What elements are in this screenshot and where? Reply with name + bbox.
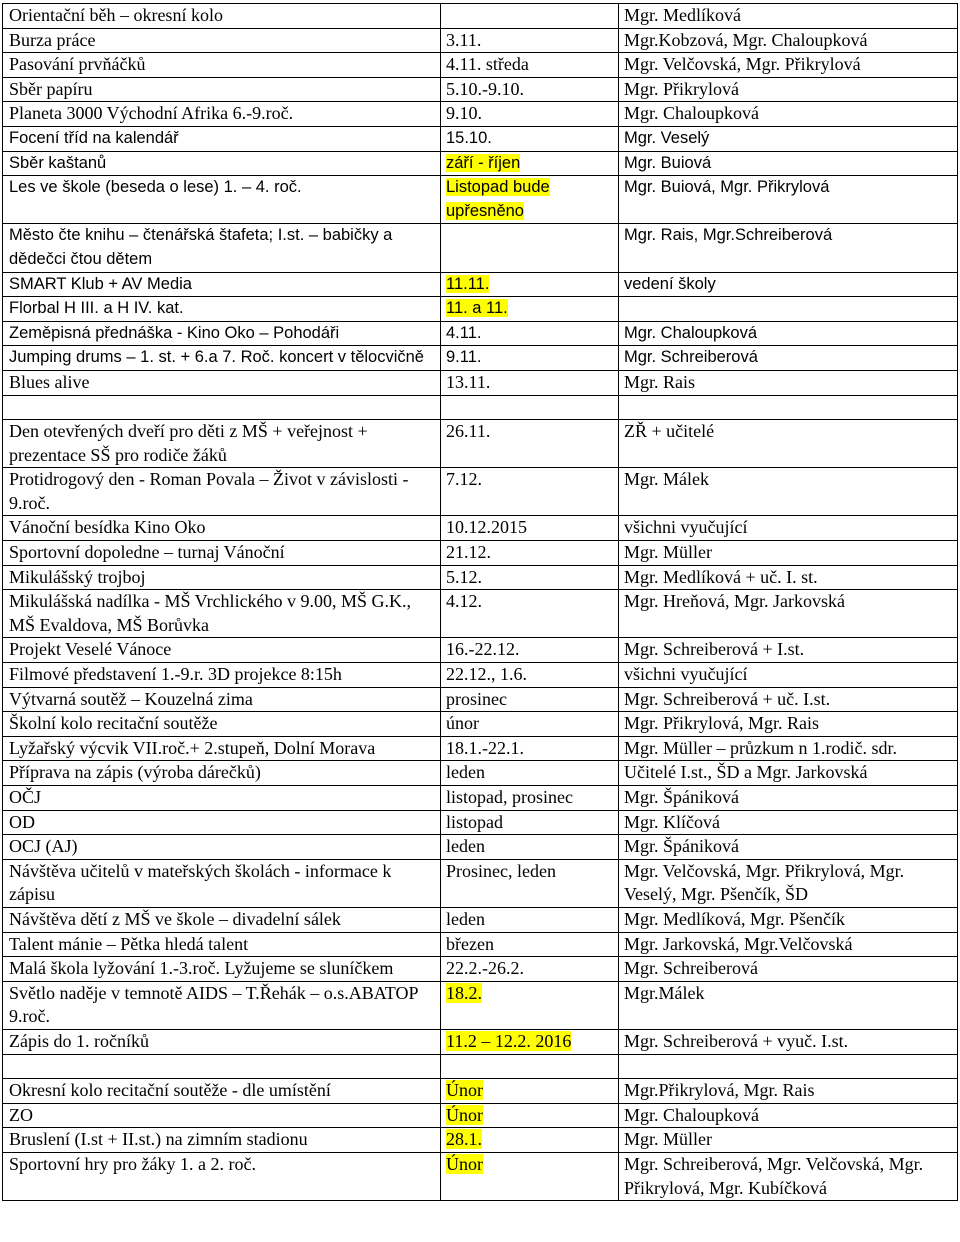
date-cell: leden <box>441 761 619 786</box>
event-cell: Den otevřených dveří pro děti z MŠ + veřejnost + prezentace SŠ pro rodiče žáků <box>3 420 441 468</box>
event-cell: Lyžařský výcvik VII.roč.+ 2.stupeň, Dolní Morava <box>3 736 441 761</box>
date-cell <box>441 151 619 176</box>
person-cell: Mgr. Klíčová <box>619 810 958 835</box>
table-row <box>3 395 958 420</box>
person-cell: Mgr. Špániková <box>619 835 958 860</box>
date-cell <box>441 297 619 322</box>
table-row <box>3 77 958 102</box>
table-row <box>3 1152 958 1200</box>
date-cell <box>441 395 619 420</box>
event-cell: Filmové představení 1.-9.r. 3D projekce 8:15h <box>3 663 441 688</box>
date-cell: 4.11. <box>441 321 619 346</box>
date-cell <box>441 981 619 1029</box>
date-highlight: Listopad bude upřesněno <box>446 178 550 220</box>
table-row <box>3 176 958 224</box>
date-cell: 15.10. <box>441 126 619 151</box>
date-highlight: Únor <box>446 1153 483 1174</box>
date-highlight: 11.2 – 12.2. 2016 <box>446 1030 572 1051</box>
table-row <box>3 907 958 932</box>
person-cell: Mgr.Přikrylová, Mgr. Rais <box>619 1079 958 1104</box>
event-cell: Talent mánie – Pětka hledá talent <box>3 932 441 957</box>
person-cell: Mgr. Schreiberová <box>619 957 958 982</box>
table-row <box>3 468 958 516</box>
date-cell: 22.12., 1.6. <box>441 663 619 688</box>
event-cell: OD <box>3 810 441 835</box>
table-row <box>3 835 958 860</box>
person-cell: vedení školy <box>619 272 958 297</box>
event-cell: Projekt Veselé Vánoce <box>3 638 441 663</box>
event-cell: Burza práce <box>3 28 441 53</box>
event-cell: Planeta 3000 Východní Afrika 6.-9.roč. <box>3 102 441 127</box>
date-cell <box>441 1128 619 1153</box>
event-cell: Pasování prvňáčků <box>3 53 441 78</box>
date-cell: 3.11. <box>441 28 619 53</box>
person-cell: Učitelé I.st., ŠD a Mgr. Jarkovská <box>619 761 958 786</box>
event-cell: Focení tříd na kalendář <box>3 126 441 151</box>
date-highlight: 28.1. <box>446 1129 482 1150</box>
table-row <box>3 663 958 688</box>
event-cell: Orientační běh – okresní kolo <box>3 4 441 29</box>
event-cell: Zeměpisná přednáška - Kino Oko – Pohodáři <box>3 321 441 346</box>
date-cell: leden <box>441 835 619 860</box>
event-cell: SMART Klub + AV Media <box>3 272 441 297</box>
date-cell: 13.11. <box>441 370 619 395</box>
person-cell: Mgr. Špániková <box>619 786 958 811</box>
person-cell: Mgr. Schreiberová + uč. I.st. <box>619 687 958 712</box>
table-row <box>3 932 958 957</box>
table-row <box>3 541 958 566</box>
event-cell: Protidrogový den - Roman Povala – Život v závislosti - 9.roč. <box>3 468 441 516</box>
event-cell: Návštěva dětí z MŠ ve škole – divadelní sálek <box>3 907 441 932</box>
table-row <box>3 28 958 53</box>
table-row <box>3 297 958 322</box>
table-row <box>3 224 958 272</box>
event-cell: Vánoční besídka Kino Oko <box>3 516 441 541</box>
person-cell: Mgr. Rais <box>619 370 958 395</box>
table-row <box>3 786 958 811</box>
event-cell: Mikulášská nadílka - MŠ Vrchlického v 9.00, MŠ G.K., MŠ Evaldova, MŠ Borůvka <box>3 590 441 638</box>
date-cell: 7.12. <box>441 468 619 516</box>
table-row <box>3 1079 958 1104</box>
table-row <box>3 126 958 151</box>
person-cell: Mgr. Chaloupková <box>619 321 958 346</box>
schedule-document <box>2 3 958 1201</box>
person-cell: Mgr. Müller <box>619 1128 958 1153</box>
person-cell: Mgr. Přikrylová <box>619 77 958 102</box>
table-row <box>3 981 958 1029</box>
date-cell <box>441 1152 619 1200</box>
date-cell: 9.10. <box>441 102 619 127</box>
person-cell: Mgr. Schreiberová, Mgr. Velčovská, Mgr. Přikrylová, Mgr. Kubíčková <box>619 1152 958 1200</box>
event-cell: Návštěva učitelů v mateřských školách - informace k zápisu <box>3 859 441 907</box>
date-cell: Prosinec, leden <box>441 859 619 907</box>
table-row <box>3 810 958 835</box>
event-cell <box>3 1054 441 1079</box>
event-cell: Školní kolo recitační soutěže <box>3 712 441 737</box>
date-cell: 18.1.-22.1. <box>441 736 619 761</box>
table-row <box>3 151 958 176</box>
person-cell: Mgr. Müller <box>619 541 958 566</box>
person-cell: všichni vyučující <box>619 663 958 688</box>
person-cell: Mgr. Schreiberová <box>619 346 958 371</box>
date-cell <box>441 176 619 224</box>
person-cell: Mgr.Málek <box>619 981 958 1029</box>
date-cell: únor <box>441 712 619 737</box>
event-cell: Okresní kolo recitační soutěže - dle umístění <box>3 1079 441 1104</box>
person-cell: Mgr. Buiová <box>619 151 958 176</box>
date-cell: 26.11. <box>441 420 619 468</box>
date-highlight: 18.2. <box>446 982 482 1003</box>
date-cell: 5.10.-9.10. <box>441 77 619 102</box>
table-row <box>3 761 958 786</box>
event-cell: Sběr papíru <box>3 77 441 102</box>
date-cell <box>441 224 619 272</box>
table-row <box>3 1128 958 1153</box>
date-cell <box>441 4 619 29</box>
date-highlight: září - říjen <box>446 153 521 172</box>
table-row <box>3 1103 958 1128</box>
date-cell: 10.12.2015 <box>441 516 619 541</box>
person-cell: Mgr. Medlíková + uč. I. st. <box>619 565 958 590</box>
date-cell <box>441 1103 619 1128</box>
event-cell <box>3 395 441 420</box>
person-cell: Mgr. Jarkovská, Mgr.Velčovská <box>619 932 958 957</box>
person-cell: Mgr. Medlíková, Mgr. Pšenčík <box>619 907 958 932</box>
date-cell: listopad, prosinec <box>441 786 619 811</box>
date-cell: prosinec <box>441 687 619 712</box>
table-row <box>3 638 958 663</box>
date-cell: 21.12. <box>441 541 619 566</box>
event-cell: Malá škola lyžování 1.-3.roč. Lyžujeme se sluníčkem <box>3 957 441 982</box>
event-cell: Bruslení (I.st + II.st.) na zimním stadionu <box>3 1128 441 1153</box>
person-cell: Mgr. Chaloupková <box>619 102 958 127</box>
person-cell: Mgr. Velčovská, Mgr. Přikrylová, Mgr. Veselý, Mgr. Pšenčík, ŠD <box>619 859 958 907</box>
date-cell <box>441 272 619 297</box>
date-cell: 5.12. <box>441 565 619 590</box>
person-cell <box>619 1054 958 1079</box>
table-row <box>3 102 958 127</box>
person-cell: Mgr. Medlíková <box>619 4 958 29</box>
event-cell: Jumping drums – 1. st. + 6.a 7. Roč. koncert v tělocvičně <box>3 346 441 371</box>
table-row <box>3 370 958 395</box>
event-cell: Sportovní hry pro žáky 1. a 2. roč. <box>3 1152 441 1200</box>
date-highlight: 11. a 11. <box>446 299 508 318</box>
person-cell: Mgr. Rais, Mgr.Schreiberová <box>619 224 958 272</box>
table-row <box>3 321 958 346</box>
table-row <box>3 859 958 907</box>
table-row <box>3 346 958 371</box>
table-row <box>3 565 958 590</box>
person-cell: Mgr. Přikrylová, Mgr. Rais <box>619 712 958 737</box>
event-cell: Zápis do 1. ročníků <box>3 1029 441 1054</box>
person-cell: Mgr. Buiová, Mgr. Přikrylová <box>619 176 958 224</box>
table-row <box>3 1054 958 1079</box>
person-cell: všichni vyučující <box>619 516 958 541</box>
date-highlight: Únor <box>446 1080 483 1101</box>
person-cell: Mgr. Schreiberová + vyuč. I.st. <box>619 1029 958 1054</box>
event-cell: ZO <box>3 1103 441 1128</box>
table-row <box>3 4 958 29</box>
table-row <box>3 53 958 78</box>
person-cell: Mgr. Müller – průzkum n 1.rodič. sdr. <box>619 736 958 761</box>
date-cell <box>441 1029 619 1054</box>
event-cell: Sběr kaštanů <box>3 151 441 176</box>
date-cell <box>441 1079 619 1104</box>
event-cell: Světlo naděje v temnotě AIDS – T.Řehák – o.s.ABATOP 9.roč. <box>3 981 441 1029</box>
event-cell: Sportovní dopoledne – turnaj Vánoční <box>3 541 441 566</box>
person-cell <box>619 395 958 420</box>
date-cell: listopad <box>441 810 619 835</box>
date-cell: 16.-22.12. <box>441 638 619 663</box>
person-cell <box>619 297 958 322</box>
event-cell: OCJ (AJ) <box>3 835 441 860</box>
event-cell: Blues alive <box>3 370 441 395</box>
date-cell <box>441 1054 619 1079</box>
date-cell: 9.11. <box>441 346 619 371</box>
date-cell: 22.2.-26.2. <box>441 957 619 982</box>
person-cell: Mgr. Velčovská, Mgr. Přikrylová <box>619 53 958 78</box>
event-cell: Florbal H III. a H IV. kat. <box>3 297 441 322</box>
table-row <box>3 687 958 712</box>
event-cell: Město čte knihu – čtenářská štafeta; I.st. – babičky a dědečci čtou dětem <box>3 224 441 272</box>
table-row <box>3 590 958 638</box>
table-row <box>3 1029 958 1054</box>
table-row <box>3 516 958 541</box>
date-cell: 4.12. <box>441 590 619 638</box>
person-cell: Mgr. Hreňová, Mgr. Jarkovská <box>619 590 958 638</box>
person-cell: Mgr. Schreiberová + I.st. <box>619 638 958 663</box>
event-table <box>2 3 958 1201</box>
table-row <box>3 712 958 737</box>
event-cell: Výtvarná soutěž – Kouzelná zima <box>3 687 441 712</box>
table-row <box>3 420 958 468</box>
table-row <box>3 272 958 297</box>
person-cell: Mgr.Kobzová, Mgr. Chaloupková <box>619 28 958 53</box>
date-cell: březen <box>441 932 619 957</box>
date-cell: 4.11. středa <box>441 53 619 78</box>
table-row <box>3 957 958 982</box>
person-cell: Mgr. Chaloupková <box>619 1103 958 1128</box>
date-highlight: 11.11. <box>446 274 490 293</box>
event-cell: Mikulášský trojboj <box>3 565 441 590</box>
table-row <box>3 736 958 761</box>
person-cell: ZŘ + učitelé <box>619 420 958 468</box>
date-highlight: Únor <box>446 1104 483 1125</box>
event-cell: OČJ <box>3 786 441 811</box>
event-cell: Příprava na zápis (výroba dárečků) <box>3 761 441 786</box>
person-cell: Mgr. Veselý <box>619 126 958 151</box>
date-cell: leden <box>441 907 619 932</box>
event-cell: Les ve škole (beseda o lese) 1. – 4. roč. <box>3 176 441 224</box>
person-cell: Mgr. Málek <box>619 468 958 516</box>
